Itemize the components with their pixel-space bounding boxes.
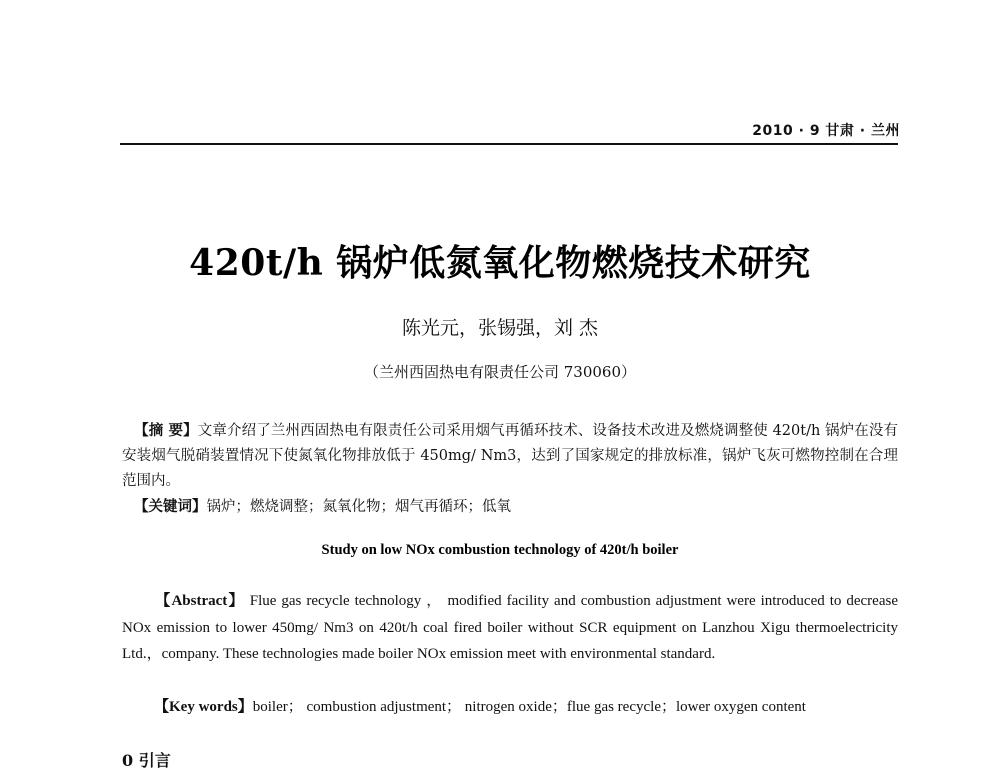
en-keywords bbox=[122, 694, 898, 721]
en-abstract-text: Flue gas recycle technology ， modified facility and combustion adjustment were introduced to decrease NOx emission to lower 450mg/ Nm3 on 420t/h coal fired boiler without SCR equipment on Lanzhou Xigu thermoelectricity Ltd.，company. These technologies made boiler NOx emission meet with environmental standard. bbox=[122, 593, 898, 662]
cn-abstract-label: 【摘 要】 bbox=[134, 422, 198, 439]
en-keywords-text: boiler； combustion adjustment； nitrogen oxide；flue gas recycle；lower oxygen content bbox=[252, 699, 806, 715]
header-rule bbox=[120, 143, 898, 145]
en-keywords-label: 【Key words】 bbox=[154, 699, 253, 715]
cn-keywords bbox=[122, 494, 898, 520]
cn-keywords-text: 锅炉；燃烧调整；氮氧化物；烟气再循环；低氧 bbox=[206, 499, 511, 515]
en-abstract-label: 【Abstract】 bbox=[154, 593, 245, 609]
affiliation: （兰州西固热电有限责任公司 730060） bbox=[363, 363, 637, 381]
section-heading: 0 引言 bbox=[122, 751, 171, 770]
running-header: 2010 · 9 甘肃 · 兰州 bbox=[752, 123, 900, 139]
authors: 陈光元，张锡强，刘 杰 bbox=[401, 317, 599, 339]
cn-abstract-text: 文章介绍了兰州西固热电有限责任公司采用烟气再循环技术、设备技术改进及燃烧调整使 420t/h 锅炉在没有安装烟气脱硝装置情况下使氮氧化物排放低于 450mg/ Nm3，达到了国家规定的排放标准，锅炉飞灰可燃物控制在合理范围内。 bbox=[122, 423, 898, 489]
cn-keywords-label: 【关键词】 bbox=[134, 498, 207, 515]
en-abstract bbox=[122, 588, 898, 668]
paper-title: 420t/h 锅炉低氮氧化物燃烧技术研究 bbox=[189, 242, 811, 284]
cn-abstract bbox=[122, 418, 898, 494]
english-title: Study on low NOx combustion technology of 420t/h boiler bbox=[321, 542, 679, 558]
